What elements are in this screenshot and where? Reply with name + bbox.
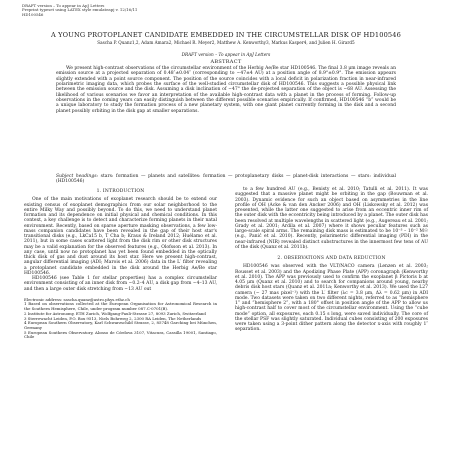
intro-paragraph-1: One of the main motivations of exoplanet research should be to extend our existing census of exoplanet demographics from our solar neighborhood to the entire Milky Way and possibly beyond. To do this, we need to understand planet formation and its dependence on initial physical and chemical conditions. In this context, a key challenge is to detect and characterize forming planets in their natal environment. Recently, based on sparse aperture masking observations, a few low-mass companion candidates have been revealed in the gap of their host star's transitional disks (e.g., LkCa15 b, T Cha b; Kraus & Ireland 2012; Huélamo et al. 2011), but in some cases scattered light from the disk rim or other disk structures may be a valid explanation for the observed features (e.g., Olofsson et al. 2013). In any case, until now no protoplanet has yet been found embedded in the optically thick disk of gas and dust around its host star. Here we present high-contrast, angular differential imaging (ADI; Marois et al. 2006) data in the L′ filter revealing a protoplanet candidate embedded in the disk around the Herbig Ae/Be star HD100546. xyxy=(24,197,217,276)
footnote-4: 4 European Southern Observatory, Karl Schwarzschild Strasse, 2, 85748 Garching bei München, Germany xyxy=(24,320,217,330)
footnote-3: 3 Sterrewacht Leiden, P.O. Box 9513, Niels Bohrweg 2, 2300 RA Leiden, The Netherlands xyxy=(24,315,202,321)
author-list: Sascha P. Quanz1,2, Adam Amara2, Michael R. Meyer2, Matthew A. Kenworthy3, Markus Kasper4, and Julien H. Girard5 xyxy=(97,40,355,45)
abstract xyxy=(56,66,396,114)
footnote-5: 5 European Southern Observatory, Alonso de Córdova 3107, Vitacura, Cassilla 19001, Santiago, Chile xyxy=(24,329,217,340)
section-heading-observations: 2. OBSERVATIONS AND DATA REDUCTION xyxy=(277,256,386,261)
keywords-text: stars: formation — planets and satellites: formation — protoplanetary disks — planet-disk interactions — stars: individual (HD100546) xyxy=(56,174,396,185)
intro-paragraph-3: to a few hundred AU (e.g., Benisty et al. 2010; Tatulli et al. 2011). It was suggested that a massive planet might be orbiting in the gap (Bouwman et al. 2003). Dynamic evidence for such an object based on asymmetries in the line profile of OH (Acke & van den Ancker 2006) and OH (Liskowsky et al. 2012) was presented, while the latter one suggested to arise from an eccentric inner rim of the outer disk with the eccentricity being introduced by a planet. The outer disk has been resolved at multiple wavelengths in scattered light (e.g., Augereau et al. 2001; Grady et al. 2001; Ardila et al. 2007) where it shows peculiar features such as large-scale spiral arms. The remaining disk mass is estimated to be 10⁻³ – 10⁻² M☉ (e.g., Panić et al. 2010). Recently, polarimetric differential imaging (PDI) in the near-infrared (NIR) revealed distinct substructures in the innermost few tens of AU of the disk (Quanz et al. 2011b). xyxy=(235,187,428,250)
abstract-heading: ABSTRACT xyxy=(210,59,242,65)
left-column xyxy=(24,187,217,340)
header-line-2: Preprint typeset using LATEX style emulateapj v. 12/16/11 xyxy=(22,7,138,13)
footnotes xyxy=(24,298,217,340)
draft-note: DRAFT version – To appear in ApJ Letters xyxy=(181,52,271,57)
footnote-2: 2 Institute for Astronomy, ETH Zurich, Wolfgang-Pauli-Strasse 27, 8093 Zurich, Switzerland xyxy=(24,310,206,316)
footnote-email: Electronic address: sascha.quanz@astro.phys.ethz.ch xyxy=(24,296,130,302)
preprint-header xyxy=(22,4,137,17)
subject-headings xyxy=(56,174,396,185)
observations-paragraph: HD100546 was observed with the VLT/NACO camera (Lenzen et al. 2003; Rousset et al. 2003) and the Apodizing Phase Plate (APP) coronagraph (Kenworthy et al. 2010). The APP was previously used to confirm the exoplanet β Pictoris b at 4.05 μm (Quanz et al. 2010) and to search for companions around young, nearby debris disk host stars (Quanz et al. 2011a; Kenworthy et al. 2013). We used the L27 camera (∼ 27 mas pixel⁻¹) with the L′ filter (λc = 3.8 μm, Δλ = 0.62 μm) in ADI mode. Two datasets were taken on two different nights, referred to as “hemisphere 1” and “hemisphere 2”, with a 180° offset in position angle of the APP to allow us high-contrast half to cover most of the circumstellar environment. Using the “cube mode” option, all exposures, each 0.15 s long, were saved individually. The core of the stellar PSF was slightly saturated. Individual cubes consisting of 200 exposures were taken using a 3-point dither pattern along the detector x-axis with roughly 1″ separation. xyxy=(235,264,428,333)
abstract-text: We present high-contrast observations of the circumstellar environment of the Herbig Ae/Be star HD100546. The final 3.8 μm image reveals an emission source at a projected separation of 0.48″±0.04″ (corresponding to ∼47±4 AU) at a position angle of 8.9°±0.9°. The emission appears slightly extended with a point source component. The position of the source coincides with a local deficit in polarization fraction in near-infrared polarimetric imaging data, which probes the surface of the well-studied circumstellar disk of HD100546. This suggests a possible physical link between the emission source and the disk. Assuming a disk inclination of ∼47° the de-projected separation of the object is ∼68 AU. Assessing the likelihood of various scenarios we favor an interpretation of the available high-contrast data with a planet in the process of forming. Follow-up observations in the coming years can easily distinguish between the different possible scenarios empirically. If confirmed, HD100546 “b” would be a unique laboratory to study the formation process of a new planetary system, with one giant planet currently forming in the disk and a second planet possibly orbiting in the disk gap at smaller separations. xyxy=(56,66,396,114)
footnote-1: 1 Based on observations collected at the European Organisation for Astronomical Research in the Southern Hemisphere, Chile, under program number 087.C-0701(B). xyxy=(24,301,217,312)
intro-paragraph-2: HD100546 (see Table 1 for stellar properties) has a complex circumstellar environment consisting of an inner disk from ∼0.2–4 AU, a disk gap from ∼4–13 AU, and then a large outer disk stretching from ∼13 AU out xyxy=(24,276,217,292)
right-column xyxy=(235,187,428,333)
header-line-3: HD100546 xyxy=(22,11,44,17)
keywords-label: Subject headings: xyxy=(56,174,99,179)
section-heading-introduction: 1. INTRODUCTION xyxy=(96,189,145,194)
header-line-1: DRAFT version – To appear in ApJ Letters xyxy=(22,3,105,8)
paper-title: A YOUNG PROTOPLANET CANDIDATE EMBEDDED IN THE CIRCUMSTELLAR DISK OF HD100546 xyxy=(51,31,401,39)
